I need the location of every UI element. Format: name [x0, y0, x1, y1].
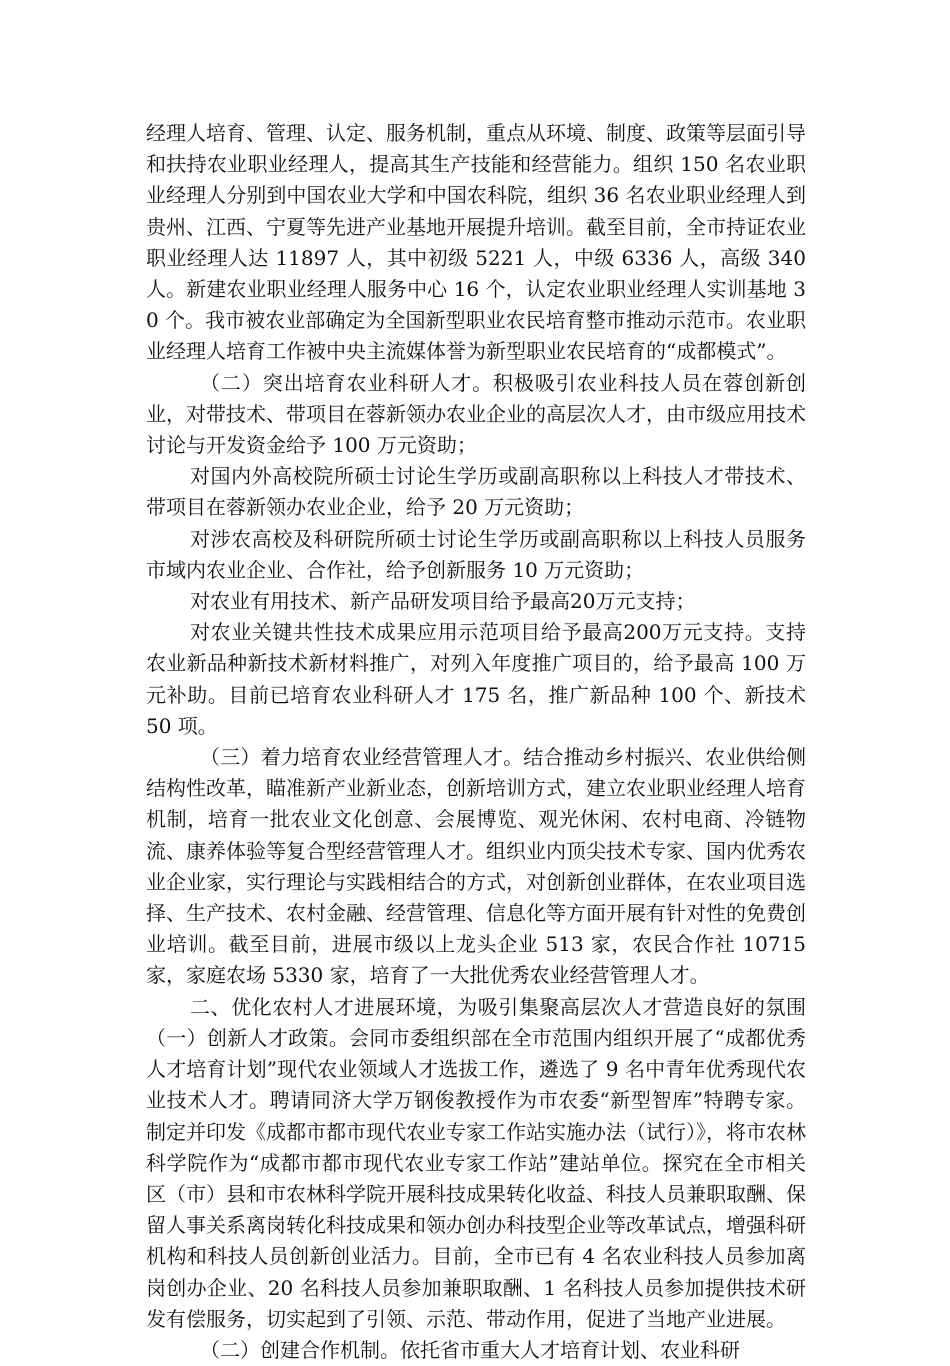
paragraph-research-talent: （二）突出培育农业科研人才。积极吸引农业科技人员在蓉创新创业，对带技术、带项目在蓉新领办农业企业的高层次人才，由市级应用技术讨论与开发资金给予 100 万元资助；	[146, 370, 806, 458]
document-page	[146, 118, 806, 1366]
paragraph-service-support: 对涉农高校及科研院所硕士讨论生学历或副高职称以上科技人员服务市域内农业企业、合作社，给予创新服务 10 万元资助；	[146, 526, 806, 582]
paragraph-environment-policy: 二、优化农村人才进展环境，为吸引集聚高层次人才营造良好的氛围 （一）创新人才政策。会同市委组织部在全市范围内组织开展了“成都优秀人才培育计划”现代农业领域人才选拔工作，遴选了 9 名中青年优秀现代农业技术人才。聘请同济大学万钢俊教授作为市农委“新型智库”特聘专家。制定并印发《成都市都市现代农业专家工作站实施办法（试行）》，将市农林科学院作为“成都市都市现代农业专家工作站”建站单位。探究在全市相关区（市）县和市农林科学院开展科技成果转化收益、科技人员兼职取酬、保留人事关系离岗转化科技成果和领办创办科技型企业等改革试点，增强科研机构和科技人员创新创业活力。目前，全市已有 4 名农业科技人员参加离岗创办企业、20 名科技人员参加兼职取酬、1 名科技人员参加提供技术研发有偿服务，切实起到了引领、示范、带动作用，促进了当地产业进展。	[146, 994, 806, 1331]
paragraph-university-support: 对国内外高校院所硕士讨论生学历或副高职称以上科技人才带技术、带项目在蓉新领办农业企业，给予 20 万元资助；	[146, 464, 806, 520]
paragraph-manager-training: 经理人培育、管理、认定、服务机制，重点从环境、制度、政策等层面引导和扶持农业职业经理人，提高其生产技能和经营能力。组织 150 名农业职业经理人分别到中国农业大学和中国农科院，组织 36 名农业职业经理人到贵州、江西、宁夏等先进产业基地开展提升培训。截至目前，全市持证农业职业经理人达 11897 人，其中初级 5221 人，中级 6336 人，高级 340 人。新建农业职业经理人服务中心 16 个，认定农业职业经理人实训基地 30 个。我市被农业部确定为全国新型职业农民培育整市推动示范市。农业职业经理人培育工作被中央主流媒体誉为新型职业农民培育的“成都模式”。	[146, 121, 806, 364]
paragraph-key-tech-support: 对农业关键共性技术成果应用示范项目给予最高200万元支持。支持农业新品种新技术新材料推广，对列入年度推广项目的，给予最高 100 万元补助。目前已培育农业科研人才 175 名，推广新品种 100 个、新技术 50 项。	[146, 620, 806, 738]
paragraph-tech-project-support: 对农业有用技术、新产品研发项目给予最高20万元支持；	[190, 589, 696, 614]
paragraph-management-talent: （三）着力培育农业经营管理人才。结合推动乡村振兴、农业供给侧结构性改革，瞄准新产业新业态，创新培训方式，建立农业职业经理人培育机制，培育一批农业文化创意、会展博览、观光休闲、农村电商、冷链物流、康养体验等复合型经营管理人才。组织业内顶尖技术专家、国内优秀农业企业家，实行理论与实践相结合的方式，对创新创业群体，在农业项目选择、生产技术、农村金融、经营管理、信息化等方面开展有针对性的免费创业培训。截至目前，进展市级以上龙头企业 513 家，农民合作社 10715 家，家庭农场 5330 家，培育了一大批优秀农业经营管理人才。	[146, 745, 806, 988]
paragraph-cooperation-mechanism: （二）创建合作机制。依托省市重大人才培育计划、农业科研	[200, 1337, 740, 1362]
